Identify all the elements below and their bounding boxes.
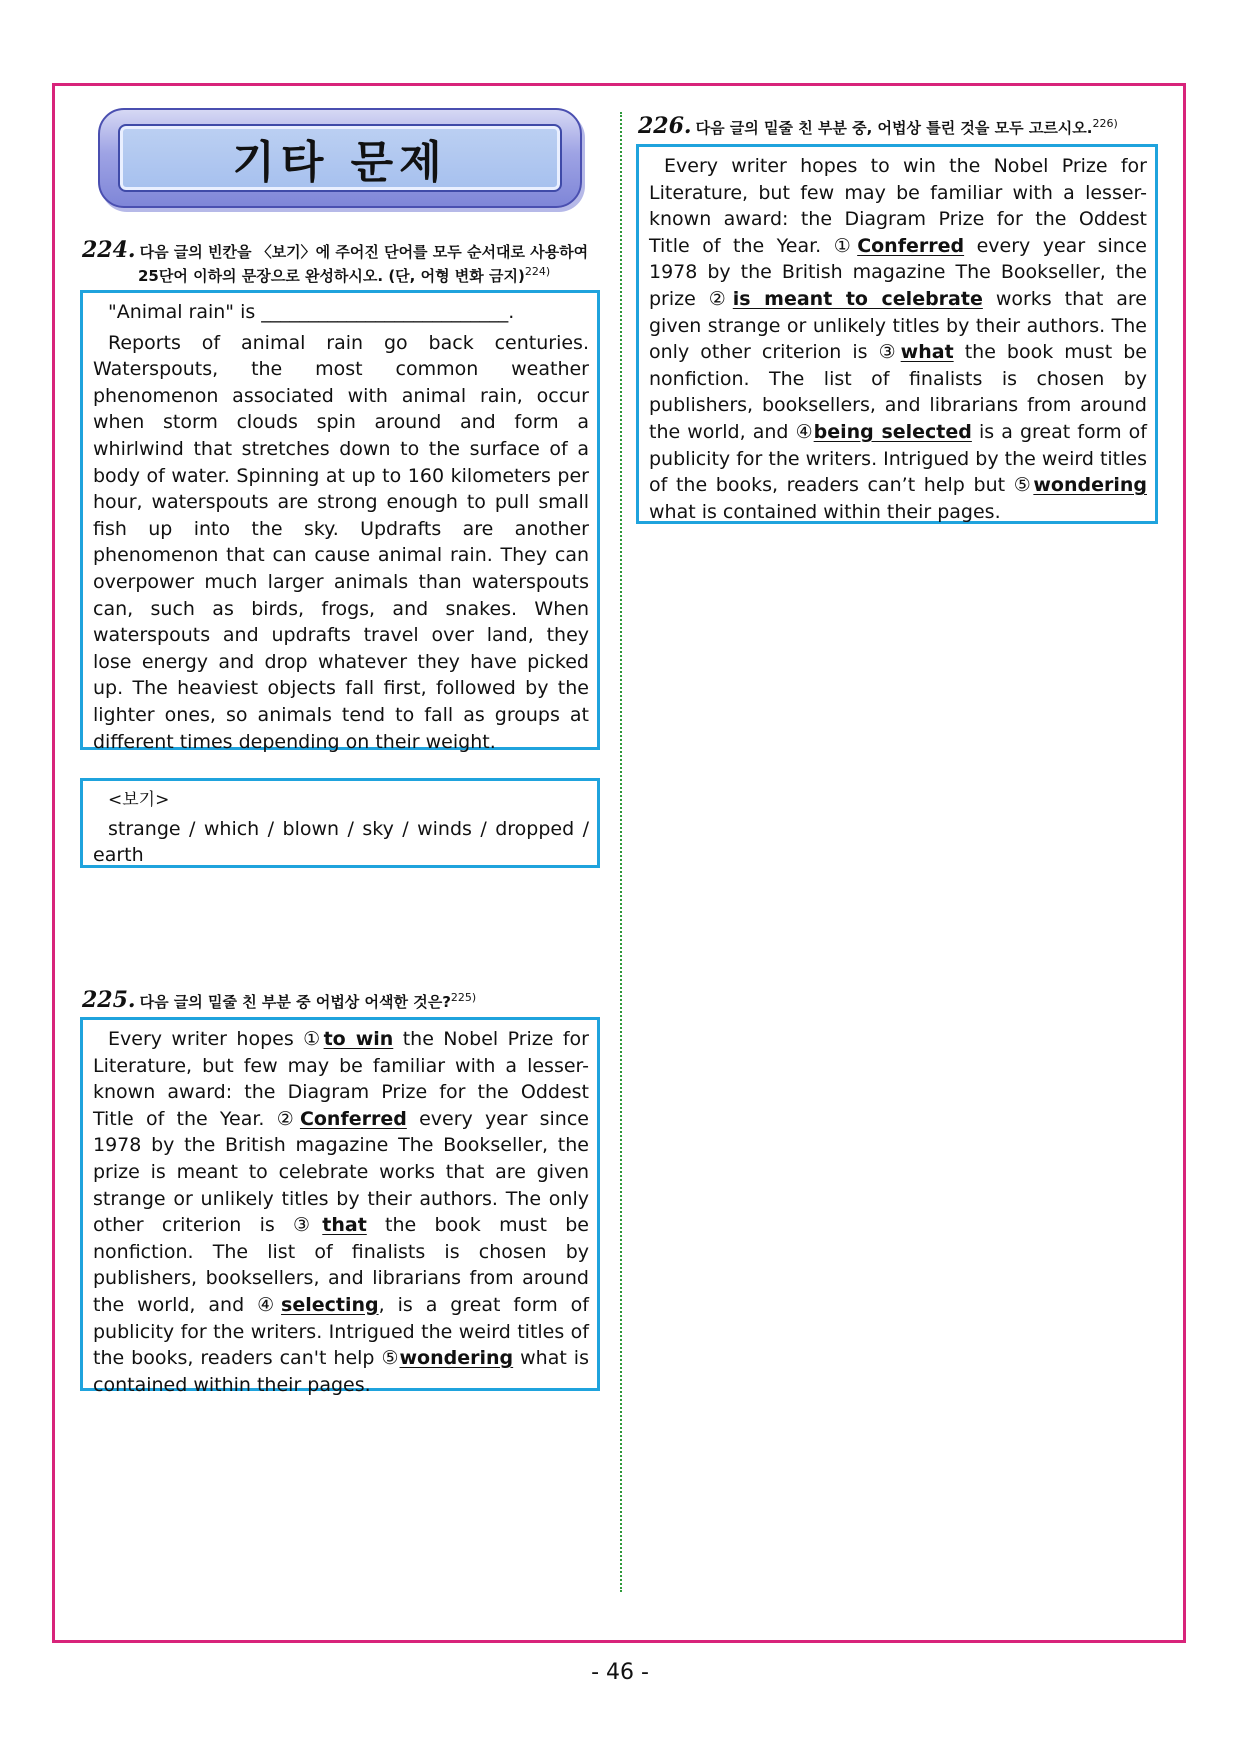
q226-text-2: every year since 1978 by the British magazine The Bookseller, the prize	[649, 234, 1147, 310]
q224-instruction-line1: 다음 글의 빈칸을 〈보기〉에 주어진 단어를 모두 순서대로 사용하여	[139, 243, 589, 261]
q225-text-4: the book must be nonfiction. The list of finalists is chosen by publishers, booksellers, and librarians from around the world, and	[93, 1214, 589, 1316]
q225-choice-5-number: ⑤	[381, 1347, 400, 1370]
q226-number: 226.	[638, 113, 692, 139]
page-number: - 46 -	[591, 1660, 649, 1685]
q224-number: 224.	[82, 237, 136, 263]
q225-header	[82, 988, 610, 1012]
q225-choice-1-number: ①	[303, 1028, 324, 1050]
q225-text-6: what is contained within their pages.	[93, 1347, 589, 1396]
q226-choice-3-number: ③	[878, 341, 901, 364]
q226-text-1: Every writer hopes to win the Nobel Prize for Literature, but few may be familiar with a lesser-known award: the Diagram Prize for the Oddest Title of the Year.	[649, 155, 1147, 257]
q225-number: 225.	[82, 987, 136, 1013]
q225-underline-4: selecting	[281, 1293, 379, 1316]
q226-underline-1: Conferred	[857, 234, 965, 257]
q225-passage	[93, 1026, 589, 1398]
section-title-plate	[118, 124, 562, 192]
q226-underline-2: is meant to celebrate	[732, 287, 983, 310]
q226-underline-5: wondering	[1033, 474, 1147, 497]
q226-underline-3: what	[900, 341, 954, 364]
section-title-banner	[98, 108, 582, 208]
q225-underline-2: Conferred	[299, 1107, 407, 1130]
q225-underline-3: that	[322, 1214, 367, 1237]
q226-underline-4: being selected	[813, 420, 972, 443]
q224-instruction-line2: 25단어 이하의 문장으로 완성하시오. (단, 어형 변화 금지)	[138, 267, 525, 285]
q225-text-3: every year since 1978 by the British magazine The Bookseller, the prize is meant to celebrate works that are given strange or unlikely titles by their authors. The only other criterion is	[93, 1107, 589, 1237]
q225-passage-box	[80, 1017, 600, 1396]
q226-footnote: 226)	[1092, 117, 1118, 130]
q225-text-2: the Nobel Prize for Literature, but few may be familiar with a lesser-known award: the Diagram Prize for the Oddest Title of the Year.	[93, 1028, 589, 1130]
q225-choice-3-number: ③	[293, 1214, 323, 1237]
q224-header	[82, 237, 610, 286]
q226-choice-4-number: ④	[795, 420, 814, 443]
q226-choice-1-number: ①	[833, 234, 858, 257]
q225-underline-5: wondering	[399, 1347, 514, 1370]
q224-bogi-label: <보기>	[108, 790, 170, 810]
q226-passage	[649, 153, 1147, 525]
q225-choice-2-number: ②	[276, 1107, 300, 1130]
q226-instruction: 다음 글의 밑줄 친 부분 중, 어법상 틀린 것을 모두 고르시오.	[695, 119, 1093, 137]
q225-footnote: 225)	[450, 991, 477, 1004]
column-divider	[620, 112, 622, 1592]
q224-footnote: 224)	[524, 265, 551, 278]
q226-choice-2-number: ②	[708, 287, 733, 310]
q226-text-6: what is contained within their pages.	[649, 500, 1001, 523]
q224-prompt: "Animal rain" is __________________________.	[108, 301, 515, 323]
q224-bogi-words: strange / which / blown / sky / winds / dropped / earth	[93, 817, 589, 867]
q226-text-5: is a great form of publicity for the writers. Intrigued by the weird titles of the books, readers can’t help but	[649, 420, 1147, 497]
q224-passage: Reports of animal rain go back centuries. Waterspouts, the most common weather phenomenon associated with animal rain, occur when storm clouds spin around and form a whirlwind that stretches down to the surface of a body of water. Spinning at up to 160 kilometers per hour, waterspouts are strong enough to pull small fish up into the sky. Updrafts are another phenomenon that can cause animal rain. They can overpower much larger animals than waterspouts can, such as birds, frogs, and snakes. When waterspouts and updrafts travel over land, they lose energy and drop whatever they have picked up. The heaviest objects fall first, followed by the lighter ones, so animals tend to fall as groups at different times depending on their weight.	[93, 331, 589, 753]
q226-header	[638, 114, 1178, 138]
q224-bogi-box	[80, 778, 600, 868]
q225-instruction: 다음 글의 밑줄 친 부분 중 어법상 어색한 것은?	[139, 993, 451, 1011]
q226-text-3: works that are given strange or unlikely titles by their authors. The only other criterion is	[649, 287, 1147, 364]
q225-text-1: Every writer hopes	[108, 1028, 304, 1050]
q225-underline-1: to win	[323, 1028, 394, 1050]
q226-choice-5-number: ⑤	[1013, 474, 1034, 497]
q225-text-5: , is a great form of publicity for the writers. Intrigued the weird titles of the books, readers can't help	[93, 1293, 589, 1370]
q225-choice-4-number: ④	[257, 1293, 282, 1316]
section-title: 기타 문제	[232, 137, 448, 188]
q226-text-4: the book must be nonfiction. The list of finalists is chosen by publishers, booksellers, and librarians from around the world, and	[649, 341, 1147, 443]
q224-passage-box	[80, 290, 600, 753]
q226-passage-box	[636, 144, 1158, 524]
